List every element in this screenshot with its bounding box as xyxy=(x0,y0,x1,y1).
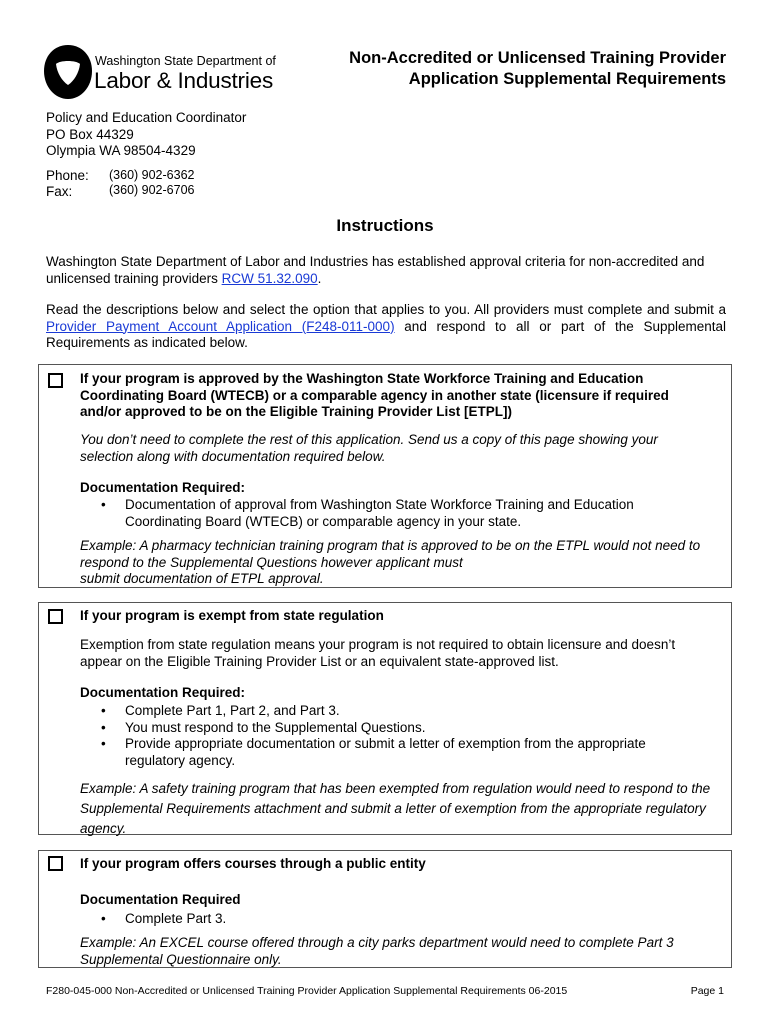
rcw-link[interactable]: RCW 51.32.090 xyxy=(221,270,318,286)
option-wtecb-example xyxy=(80,538,730,588)
address-line-3: Olympia WA 98504-4329 xyxy=(46,143,196,158)
option-exempt-checkbox[interactable] xyxy=(48,609,63,624)
page-number: Page 1 xyxy=(690,985,724,997)
option-exempt-description: Exemption from state regulation means your program is not required to obtain licensure and doesn’t appear on the Eligible Training Provider List or an equivalent state-approved list. xyxy=(80,637,676,669)
option-public-entity-doc-label: Documentation Required xyxy=(80,892,241,907)
option-wtecb-bullets xyxy=(80,497,680,530)
option-exempt-example: Example: A safety training program that has been exempted from regulation would need to respond to the Supplemental Requirements attachment and submit a letter of exemption from the appropriate regulatory agency. xyxy=(80,781,711,836)
paragraph-1-end: . xyxy=(317,270,322,286)
paragraph-2-end: and respond to all or part of the Supplemental Requirements as indicated below. xyxy=(46,318,726,350)
option-public-entity-checkbox[interactable] xyxy=(48,856,63,871)
list-item: • Complete Part 3. xyxy=(80,911,680,928)
option-wtecb-doc-label: Documentation Required: xyxy=(80,480,246,495)
option-exempt-heading: If your program is exempt from state regulation xyxy=(80,608,384,623)
list-item: • Provide appropriate documentation or submit a letter of exemption from the appropriate regulatory agency. xyxy=(80,736,680,769)
fax-label: Fax: xyxy=(46,184,73,199)
example-line-2: respond to the Supplemental Questions however applicant must xyxy=(80,554,463,570)
title-line-1: Non-Accredited or Unlicensed Training Provider xyxy=(349,49,726,67)
paragraph-2-text: Read the descriptions below and select the option that applies to you. All providers must complete and submit a xyxy=(46,302,726,317)
phone-label: Phone: xyxy=(46,168,89,183)
option-wtecb-note: You don’t need to complete the rest of this application. Send us a copy of this page showing your selection along with documentation required below. xyxy=(80,432,658,464)
instructions-heading: Instructions xyxy=(336,216,434,235)
option-exempt-doc-label: Documentation Required: xyxy=(80,685,246,700)
option-public-entity-example: Example: An EXCEL course offered through a city parks department would need to complete Part 3 Supplemental Questionnaire only. xyxy=(80,935,674,967)
logo-text-agency: Labor & Industries xyxy=(94,68,274,93)
instructions-paragraph-1 xyxy=(46,254,726,287)
page-title xyxy=(349,48,726,90)
option-public-entity-bullets xyxy=(80,911,680,928)
option-wtecb-checkbox[interactable] xyxy=(48,373,63,388)
option-public-entity-heading: If your program offers courses through a public entity xyxy=(80,856,426,871)
list-item: • Complete Part 1, Part 2, and Part 3. xyxy=(80,703,680,720)
title-line-2: Application Supplemental Requirements xyxy=(408,70,726,88)
fax-number: (360) 902-6706 xyxy=(109,183,195,197)
list-item: • You must respond to the Supplemental Questions. xyxy=(80,720,680,737)
logo-text-department: Washington State Department of xyxy=(95,54,276,68)
instructions-paragraph-2 xyxy=(46,302,726,352)
agency-emblem-icon xyxy=(42,43,94,101)
example-line-3: submit documentation of ETPL approval. xyxy=(80,571,324,586)
provider-payment-application-link[interactable]: Provider Payment Account Application (F248-011-000) xyxy=(46,318,395,334)
example-line-1: Example: A pharmacy technician training program that is approved to be on the ETPL would not need to xyxy=(80,538,701,553)
form-identifier: F280-045-000 Non-Accredited or Unlicensed Training Provider Application Supplemental Requirements 06-2015 xyxy=(46,985,568,997)
option-exempt-bullets xyxy=(80,703,680,769)
phone-number: (360) 902-6362 xyxy=(109,168,195,182)
paragraph-1-text: Washington State Department of Labor and Industries has established approval criteria for non-accredited and unlicensed training providers xyxy=(46,254,705,286)
address-line-2: PO Box 44329 xyxy=(46,126,134,142)
mailing-address xyxy=(46,110,246,160)
address-line-1: Policy and Education Coordinator xyxy=(46,110,247,125)
list-item: • Documentation of approval from Washington State Workforce Training and Education Coordinating Board (WTECB) or comparable agency in your state. xyxy=(80,497,680,530)
option-wtecb-heading: If your program is approved by the Washington State Workforce Training and Education Coordinating Board (WTECB) or a comparable agency in another state (licensure if required and/or approved to be on the Eligible Training Provider List [ETPL]) xyxy=(80,371,669,419)
